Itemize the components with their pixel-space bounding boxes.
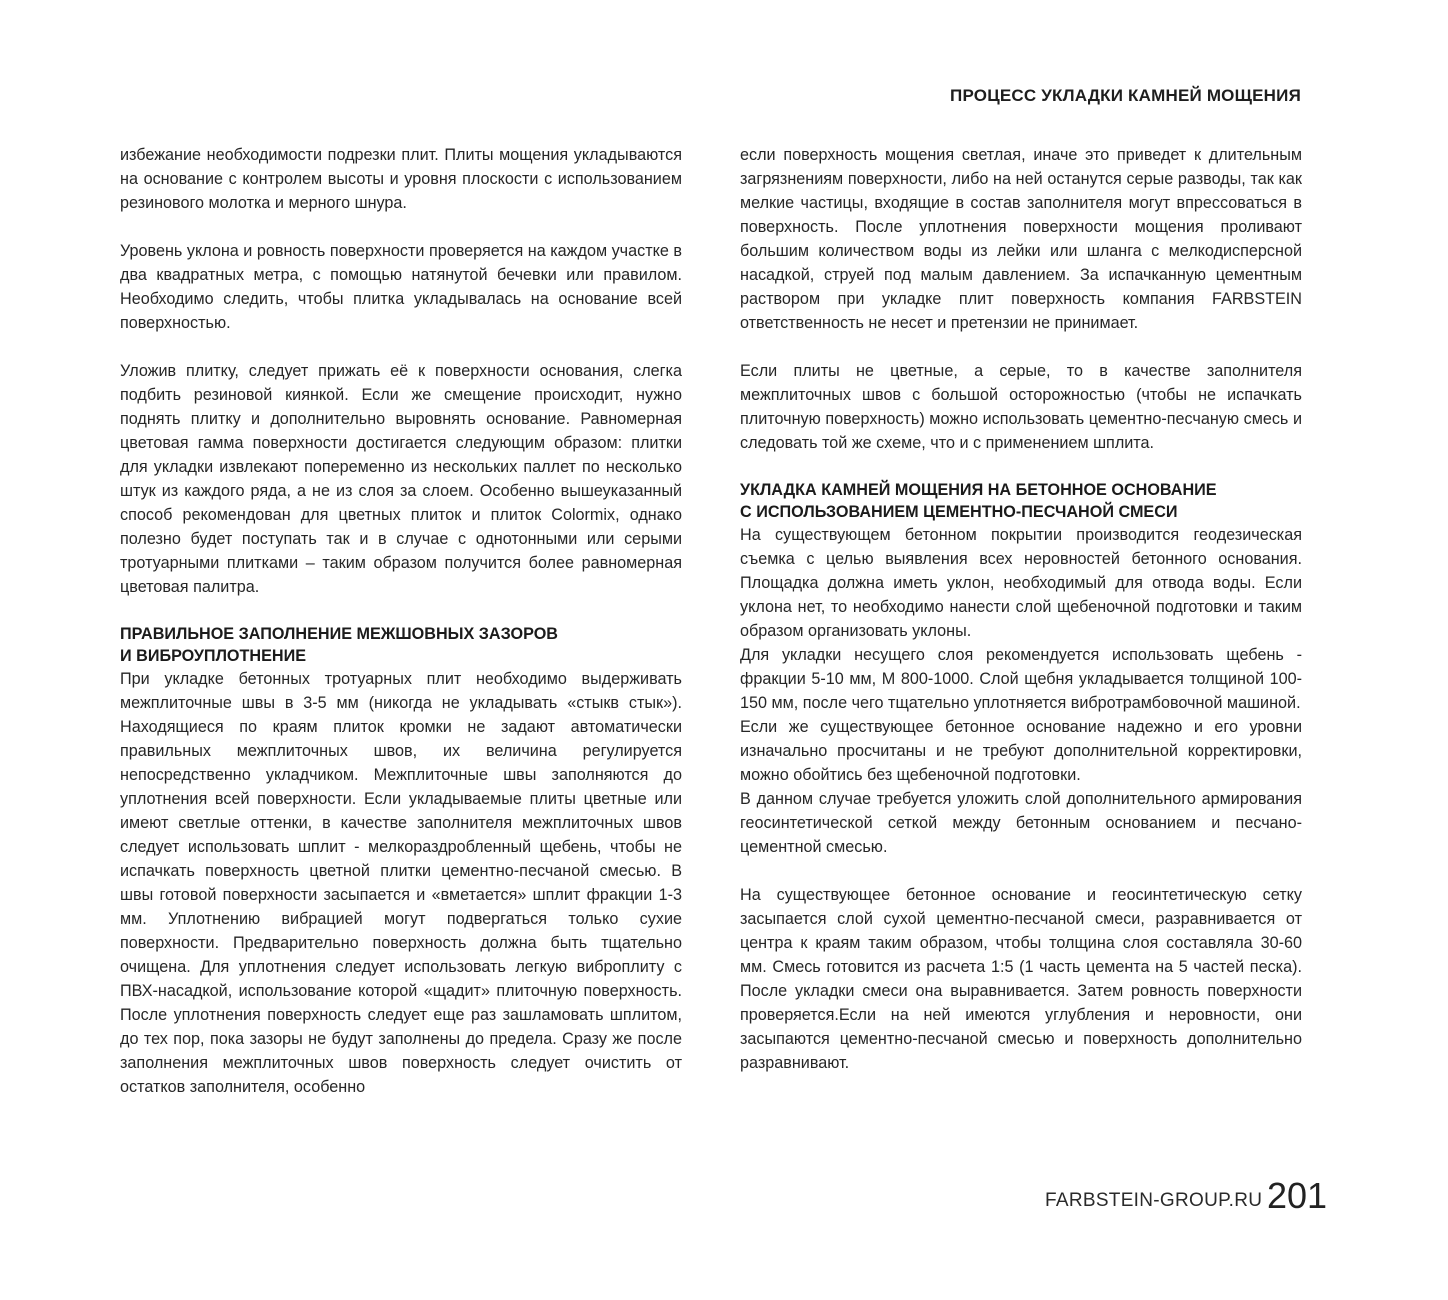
paragraph: При укладке бетонных тротуарных плит необходимо выдерживать межплиточные швы в 3-5 мм (никогда не укладывать «стыкв стык»). Находящиеся по краям плиток кромки не задают автоматически правильных межплиточных швов, их величина регулируется непосредственно укладчиком. Межплиточные швы заполняются до уплотнения всей поверхности. Если укладываемые плиты цветные или имеют светлые оттенки, в качестве заполнителя межплиточных швов следует использовать шплит - мелкораздробленный щебень, чтобы не испачкать поверхность цветной плитки цементно-песчаной смесью. В швы готовой поверхности засыпается и «вметается» шплит фракции 1-3 мм. Уплотнению вибрацией могут подвергаться только сухие поверхности. Предварительно поверхность должна быть тщательно очищена. Для уплотнения следует использовать легкую виброплиту с ПВХ-насадкой, использование которой «щадит» плиточную поверхность. После уплотнения поверхность следует еще раз зашламовать шплитом, до тех пор, пока зазоры не будут заполнены до предела. Сразу же после заполнения межплиточных швов поверхность следует очистить от остатков заполнителя, особенно xyxy=(120,670,682,1096)
paragraph: Для укладки несущего слоя рекомендуется использовать щебень - фракции 5-10 мм, М 800-1000. Слой щебня укладывается толщиной 100-150 мм, после чего тщательно уплотняется вибротрамбовочной машиной. xyxy=(740,646,1302,712)
section-title-line: ПРАВИЛЬНОЕ ЗАПОЛНЕНИЕ МЕЖШОВНЫХ ЗАЗОРОВ xyxy=(120,625,559,643)
paragraph: Уровень уклона и ровность поверхности проверяется на каждом участке в два квадратных метра, с помощью натянутой бечевки или правилом. Необходимо следить, чтобы плитка укладывалась на основание всей поверхностью. xyxy=(120,242,682,332)
paragraph: На существующем бетонном покрытии производится геодезическая съемка с целью выявления всех неровностей бетонного основания. Площадка должна иметь уклон, необходимый для отвода воды. Если уклона нет, то необходимо нанести слой щебеночной подготовки и таким образом организовать уклоны. xyxy=(740,526,1302,640)
section-title-line: УКЛАДКА КАМНЕЙ МОЩЕНИЯ НА БЕТОННОЕ ОСНОВАНИЕ xyxy=(740,481,1217,499)
paragraph: Если плиты не цветные, а серые, то в качестве заполнителя межплиточных швов с большой осторожностью (чтобы не испачкать плиточную поверхность) можно использовать цементно-песчаную смесь и следовать той же схеме, что и с применением шплита. xyxy=(740,362,1302,452)
paragraph: Если же существующее бетонное основание надежно и его уровни изначально просчитаны и не требуют дополнительной корректировки, можно обойтись без щебеночной подготовки. xyxy=(740,718,1302,784)
page-number: 201 xyxy=(1267,1175,1328,1216)
paragraph: В данном случае требуется уложить слой дополнительного армирования геосинтетической сеткой между бетонным основанием и песчано-цементной смесью. xyxy=(740,790,1302,856)
section-title-line: И ВИБРОУПЛОТНЕНИЕ xyxy=(120,647,307,665)
paragraph: если поверхность мощения светлая, иначе это приведет к длительным загрязнениям поверхности, либо на ней останутся серые разводы, так как мелкие частицы, входящие в состав заполнителя могут впрессоваться в поверхность. После уплотнения поверхности мощения проливают большим количеством воды из лейки или шланга с мелкодисперсной насадкой, струей под малым давлением. За испачканную цементным раствором при укладке плит поверхность компания FARBSTEIN ответственность не несет и претензии не принимает. xyxy=(740,146,1302,332)
paragraph: Уложив плитку, следует прижать её к поверхности основания, слегка подбить резиновой киянкой. Если же смещение происходит, нужно поднять плитку и дополнительно выровнять основание. Равномерная цветовая гамма поверхности достигается следующим образом: плитки для укладки извлекают попеременно из нескольких паллет по несколько штук из каждого ряда, а не из слоя за слоем. Особенно вышеуказанный способ рекомендован для цветных плиток и плиток Colormix, однако полезно будет поступать так и в случае с однотонными или серыми тротуарными плитками – таким образом получится более равномерная цветовая палитра. xyxy=(120,362,682,596)
section-heading xyxy=(120,623,682,667)
right-column xyxy=(740,143,1302,1075)
paragraph: избежание необходимости подрезки плит. Плиты мощения укладываются на основание с контролем высоты и уровня плоскости с использованием резинового молотка и мерного шнура. xyxy=(120,146,682,212)
running-header: ПРОЦЕСС УКЛАДКИ КАМНЕЙ МОЩЕНИЯ xyxy=(950,86,1301,105)
section-title-line: С ИСПОЛЬЗОВАНИЕМ ЦЕМЕНТНО-ПЕСЧАНОЙ СМЕСИ xyxy=(740,503,1178,521)
footer-url: FARBSTEIN-GROUP.RU xyxy=(1045,1190,1263,1211)
section-heading xyxy=(740,479,1302,523)
left-column xyxy=(120,143,682,1099)
paragraph: На существующее бетонное основание и геосинтетическую сетку засыпается слой сухой цементно-песчаной смеси, разравнивается от центра к краям таким образом, чтобы толщина слоя составляла 30-60 мм. Смесь готовится из расчета 1:5 (1 часть цемента на 5 частей песка). После укладки смеси она выравнивается. Затем ровность поверхности проверяется.Если на ней имеются углубления и неровности, они засыпаются цементно-песчаной смесью и поверхность дополнительно разравнивают. xyxy=(740,886,1302,1072)
